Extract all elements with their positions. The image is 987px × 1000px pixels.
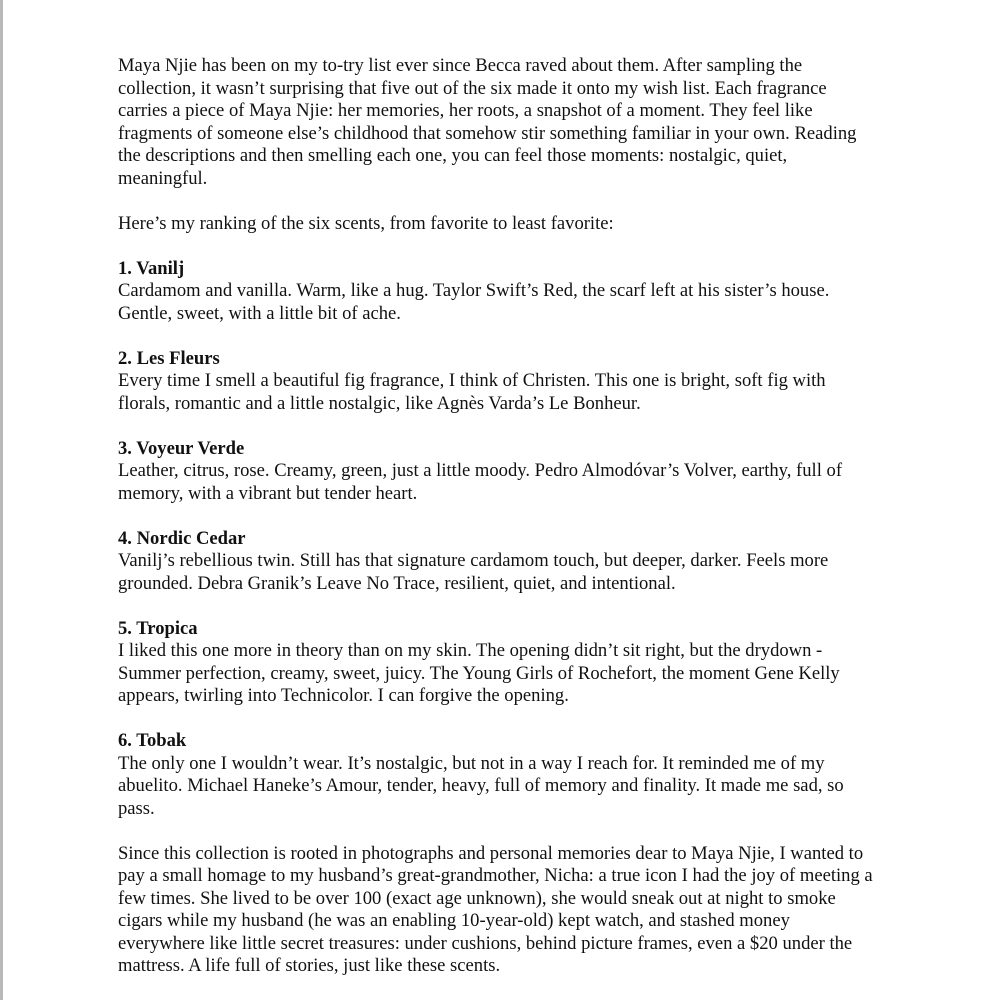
ranking-entry-4 [118,528,878,596]
ranking-entry-6 [118,730,878,820]
ranking-intro: Here’s my ranking of the six scents, from favorite to least favorite: [118,212,614,234]
ranking-title: 3. Voyeur Verde [118,437,245,459]
ranking-title: 4. Nordic Cedar [118,527,246,549]
ranking-title: 5. Tropica [118,617,198,639]
intro-paragraph: Maya Njie has been on my to-try list ever since Becca raved about them. After sampling the collection, it wasn’t surprising that five out of the six made it onto my wish list. Each fragrance carries a piece of Maya Njie: her memories, her roots, a snapshot of a moment. They feel like fragments of someone else’s childhood that somehow stir something familiar in your own. Reading the descriptions and then smelling each one, you can feel those moments: nostalgic, quiet, meaningful. [118,55,857,189]
ranking-body: Cardamom and vanilla. Warm, like a hug. Taylor Swift’s Red, the scarf left at his sister’s house. Gentle, sweet, with a little bit of ache. [118,280,830,324]
closing-paragraph: Since this collection is rooted in photographs and personal memories dear to Maya Njie, I wanted to pay a small homage to my husband’s great-grandmother, Nicha: a true icon I had the joy of meeting a few times. She lived to be over 100 (exact age unknown), she would sneak out at night to smoke cigars while my husband (he was an enabling 10-year-old) kept watch, and stashed money everywhere like little secret treasures: under cushions, behind picture frames, even a $20 under the mattress. A life full of stories, just like these scents. [118,842,873,976]
ranking-entry-2 [118,348,878,416]
ranking-title: 1. Vanilj [118,257,185,279]
ranking-body: The only one I wouldn’t wear. It’s nostalgic, but not in a way I reach for. It reminded me of my abuelito. Michael Haneke’s Amour, tender, heavy, full of memory and finality. It made me sad, so pass. [118,752,844,819]
ranking-entry-3 [118,438,878,506]
document-body [118,55,878,1000]
ranking-title: 2. Les Fleurs [118,347,220,369]
ranking-body: I liked this one more in theory than on my skin. The opening didn’t sit right, but the drydown - Summer perfection, creamy, sweet, juicy. The Young Girls of Rochefort, the moment Gene Kelly appears, twirling into Technicolor. I can forgive the opening. [118,640,840,706]
ranking-title: 6. Tobak [118,730,187,751]
ranking-entry-1 [118,258,878,326]
ranking-body: Leather, citrus, rose. Creamy, green, just a little moody. Pedro Almodóvar’s Volver, earthy, full of memory, with a vibrant but tender heart. [118,460,843,504]
ranking-body: Every time I smell a beautiful fig fragrance, I think of Christen. This one is bright, soft fig with florals, romantic and a little nostalgic, like Agnès Varda’s Le Bonheur. [118,370,826,414]
ranking-entry-5 [118,618,878,708]
ranking-body: Vanilj’s rebellious twin. Still has that signature cardamom touch, but deeper, darker. Feels more grounded. Debra Granik’s Leave No Trace, resilient, quiet, and intentional. [118,550,829,594]
